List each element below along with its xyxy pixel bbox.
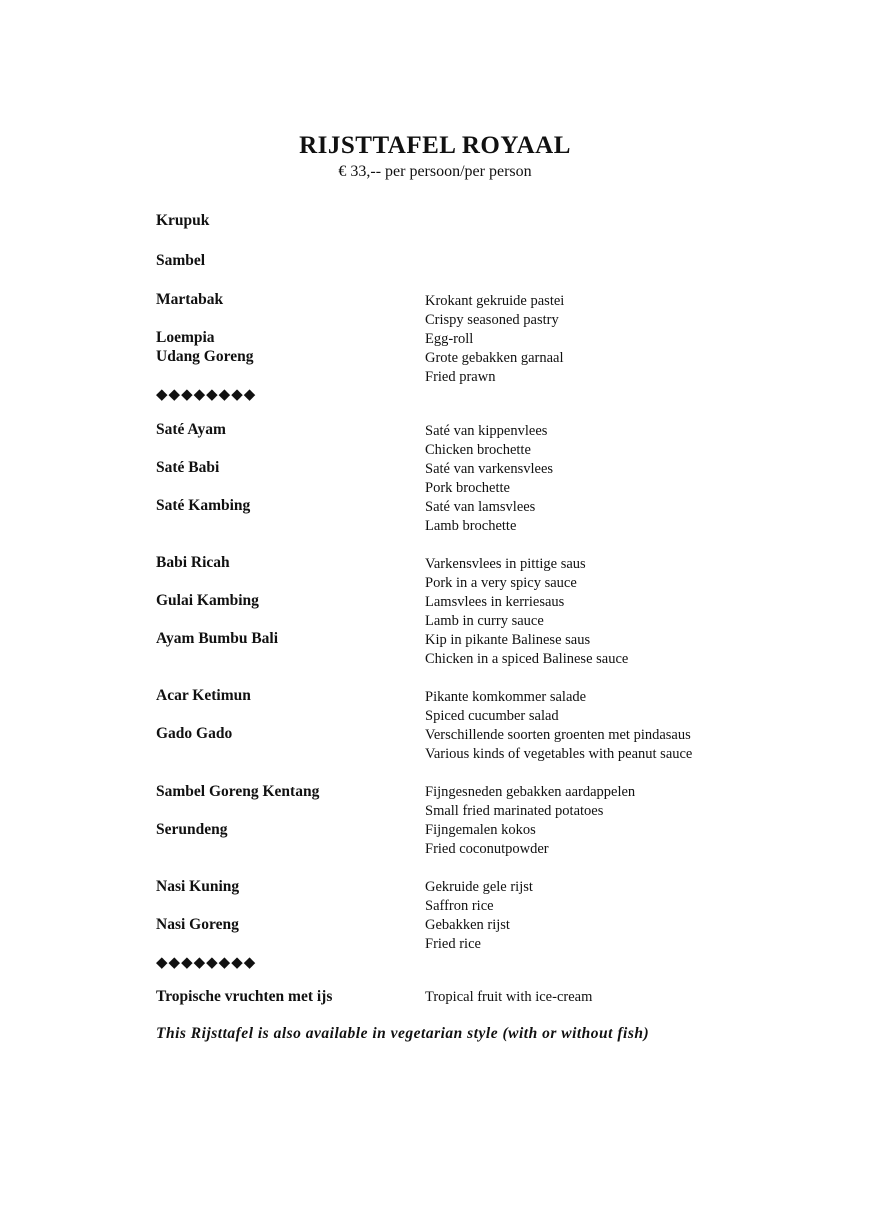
dish-desc-gulai-kambing [425, 593, 564, 631]
desc-nl: Fijngesneden gebakken aardappelen [425, 784, 636, 800]
dish-name-gado-gado: Gado Gado [156, 725, 233, 742]
desc-nl: Saté van varkensvlees [425, 461, 554, 477]
dish-name-nasi-goreng: Nasi Goreng [156, 916, 239, 933]
desc-en: Fried prawn [425, 369, 496, 385]
dish-desc-sate-babi [425, 460, 553, 498]
dish-desc-ayam-bumbu-bali [425, 631, 628, 669]
desc-nl: Verschillende soorten groenten met pindasaus [425, 727, 691, 743]
separator-diamonds: ◆◆◆◆◆◆◆◆ [156, 387, 257, 403]
desc-nl: Gekruide gele rijst [425, 879, 533, 895]
dish-desc-babi-ricah [425, 555, 586, 593]
desc-nl: Egg-roll [425, 331, 474, 347]
desc-en: Chicken in a spiced Balinese sauce [425, 651, 629, 667]
desc-en: Pork brochette [425, 480, 510, 496]
desc-en: Lamb in curry sauce [425, 613, 544, 629]
dish-desc-sambel-goreng-kentang [425, 783, 635, 821]
desc-nl: Gebakken rijst [425, 917, 510, 933]
dish-name-babi-ricah: Babi Ricah [156, 554, 230, 571]
separator-diamonds: ◆◆◆◆◆◆◆◆ [156, 955, 257, 971]
dish-name-ayam-bumbu-bali: Ayam Bumbu Bali [156, 630, 279, 647]
desc-en: Fried rice [425, 936, 481, 952]
desc-nl: Saté van kippenvlees [425, 423, 548, 439]
dish-name-sambel-goreng-kentang: Sambel Goreng Kentang [156, 783, 320, 800]
dish-name-nasi-kuning: Nasi Kuning [156, 878, 240, 895]
dish-name-sate-ayam: Saté Ayam [156, 421, 226, 438]
desc-nl: Kip in pikante Balinese saus [425, 632, 591, 648]
dish-desc-gado-gado [425, 726, 692, 764]
dish-desc-sate-kambing [425, 498, 535, 536]
dish-desc-sate-ayam [425, 422, 547, 460]
dish-name-loempia: Loempia [156, 329, 215, 346]
dish-desc-serundeng [425, 821, 549, 859]
desc-nl: Tropical fruit with ice-cream [425, 989, 593, 1005]
dish-name-martabak: Martabak [156, 291, 224, 308]
desc-nl: Krokant gekruide pastei [425, 293, 565, 309]
dish-name-sambel: Sambel [156, 252, 206, 269]
dish-desc-martabak [425, 292, 564, 330]
dish-desc-acar-ketimun [425, 688, 586, 726]
menu-title: RIJSTTAFEL ROYAAL [299, 132, 571, 159]
dish-name-udang-goreng: Udang Goreng [156, 348, 254, 365]
desc-en: Pork in a very spicy sauce [425, 575, 577, 591]
desc-nl: Grote gebakken garnaal [425, 350, 564, 366]
dish-desc-nasi-goreng [425, 916, 510, 954]
desc-en: Spiced cucumber salad [425, 708, 559, 724]
dish-desc-tropische-vruchten [425, 988, 592, 1007]
desc-nl: Lamsvlees in kerriesaus [425, 594, 565, 610]
desc-nl: Fijngemalen kokos [425, 822, 536, 838]
vegetarian-note: This Rijsttafel is also available in vegetarian style (with or without fish) [156, 1025, 650, 1042]
desc-en: Lamb brochette [425, 518, 517, 534]
desc-en: Chicken brochette [425, 442, 531, 458]
dish-desc-udang-goreng [425, 349, 564, 387]
dish-name-sate-kambing: Saté Kambing [156, 497, 251, 514]
dish-name-serundeng: Serundeng [156, 821, 228, 838]
dish-name-krupuk: Krupuk [156, 212, 210, 229]
dish-desc-nasi-kuning [425, 878, 533, 916]
desc-en: Various kinds of vegetables with peanut sauce [425, 746, 693, 762]
dish-name-sate-babi: Saté Babi [156, 459, 220, 476]
desc-nl: Varkensvlees in pittige saus [425, 556, 586, 572]
desc-en: Crispy seasoned pastry [425, 312, 559, 328]
dish-name-acar-ketimun: Acar Ketimun [156, 687, 251, 704]
desc-nl: Saté van lamsvlees [425, 499, 536, 515]
dish-name-gulai-kambing: Gulai Kambing [156, 592, 259, 609]
desc-nl: Pikante komkommer salade [425, 689, 587, 705]
menu-price: € 33,-- per persoon/per person [338, 163, 532, 180]
desc-en: Fried coconutpowder [425, 841, 549, 857]
desc-en: Saffron rice [425, 898, 494, 914]
dish-desc-loempia [425, 330, 473, 349]
desc-en: Small fried marinated potatoes [425, 803, 604, 819]
dish-name-tropische-vruchten: Tropische vruchten met ijs [156, 988, 333, 1005]
